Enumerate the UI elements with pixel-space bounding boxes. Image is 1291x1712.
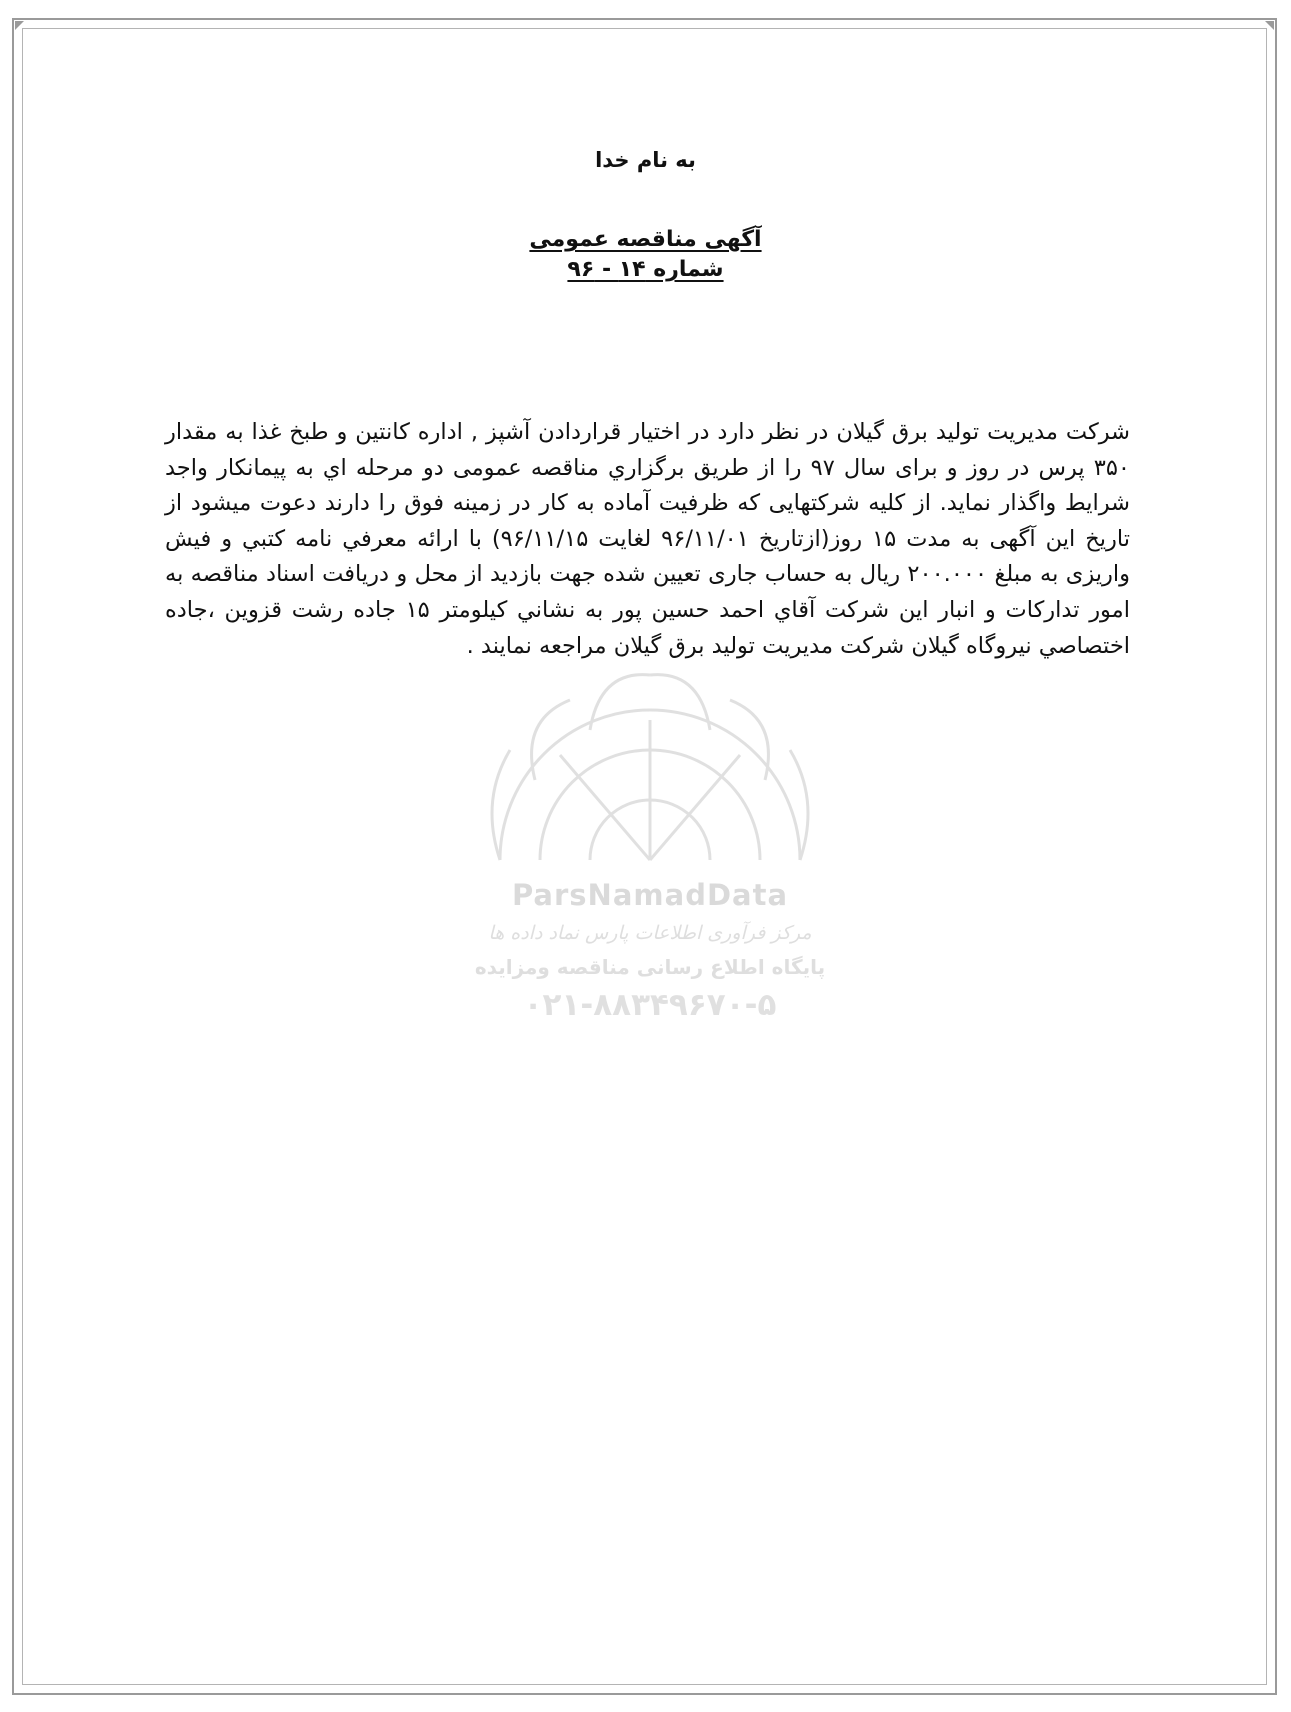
basmala-heading: به نام خدا (595, 148, 696, 172)
corner-ornament-left (15, 21, 24, 30)
notice-title (0, 225, 1291, 285)
notice-body: شرکت مدیریت تولید برق گیلان در نظر دارد در اختیار قراردادن آشپز , اداره کانتین و طبخ غذا به مقدار ۳۵۰ پرس در روز و برای سال ۹۷ را از طریق برگزاري مناقصه عمومی دو مرحله اي به پیمانکار واجد شرایط واگذار نماید. از کلیه شرکتهایی که ظرفیت آماده به کار در زمینه فوق را دارند دعوت میشود از تاریخ این آگهی به مدت ۱۵ روز(ازتاریخ ۹۶/۱۱/۰۱ لغایت ۹۶/۱۱/۱۵) با ارائه معرفي نامه کتبي و فیش واریزی به مبلغ ۲۰۰.۰۰۰ ریال به حساب جاری تعیین شده جهت بازدید از محل و دریافت اسناد مناقصه به امور تدارکات و انبار این شرکت آقاي احمد حسین پور به نشاني کیلومتر ۱۵ جاده رشت قزوین ،جاده اختصاصي نیروگاه گیلان شرکت مدیریت تولید برق گیلان مراجعه نمایند . (165, 419, 1130, 659)
corner-ornament-right (1265, 21, 1274, 30)
notice-number: شماره ۱۴ - ۹۶ (567, 257, 724, 282)
watermark-tagline: مرکز فرآوری اطلاعات پارس نماد داده ها (488, 922, 812, 944)
watermark-phone: ۰۲۱-۸۸۳۴۹۶۷۰-۵ (523, 987, 777, 1023)
notice-title-line1: آگهی مناقصه عمومی (529, 227, 762, 252)
sunburst-logo-icon (440, 660, 860, 890)
parsnamad-watermark (440, 660, 860, 1040)
watermark-subtitle: پایگاه اطلاع رسانی مناقصه ومزایده (474, 955, 826, 979)
watermark-brand: ParsNamadData (511, 878, 789, 912)
